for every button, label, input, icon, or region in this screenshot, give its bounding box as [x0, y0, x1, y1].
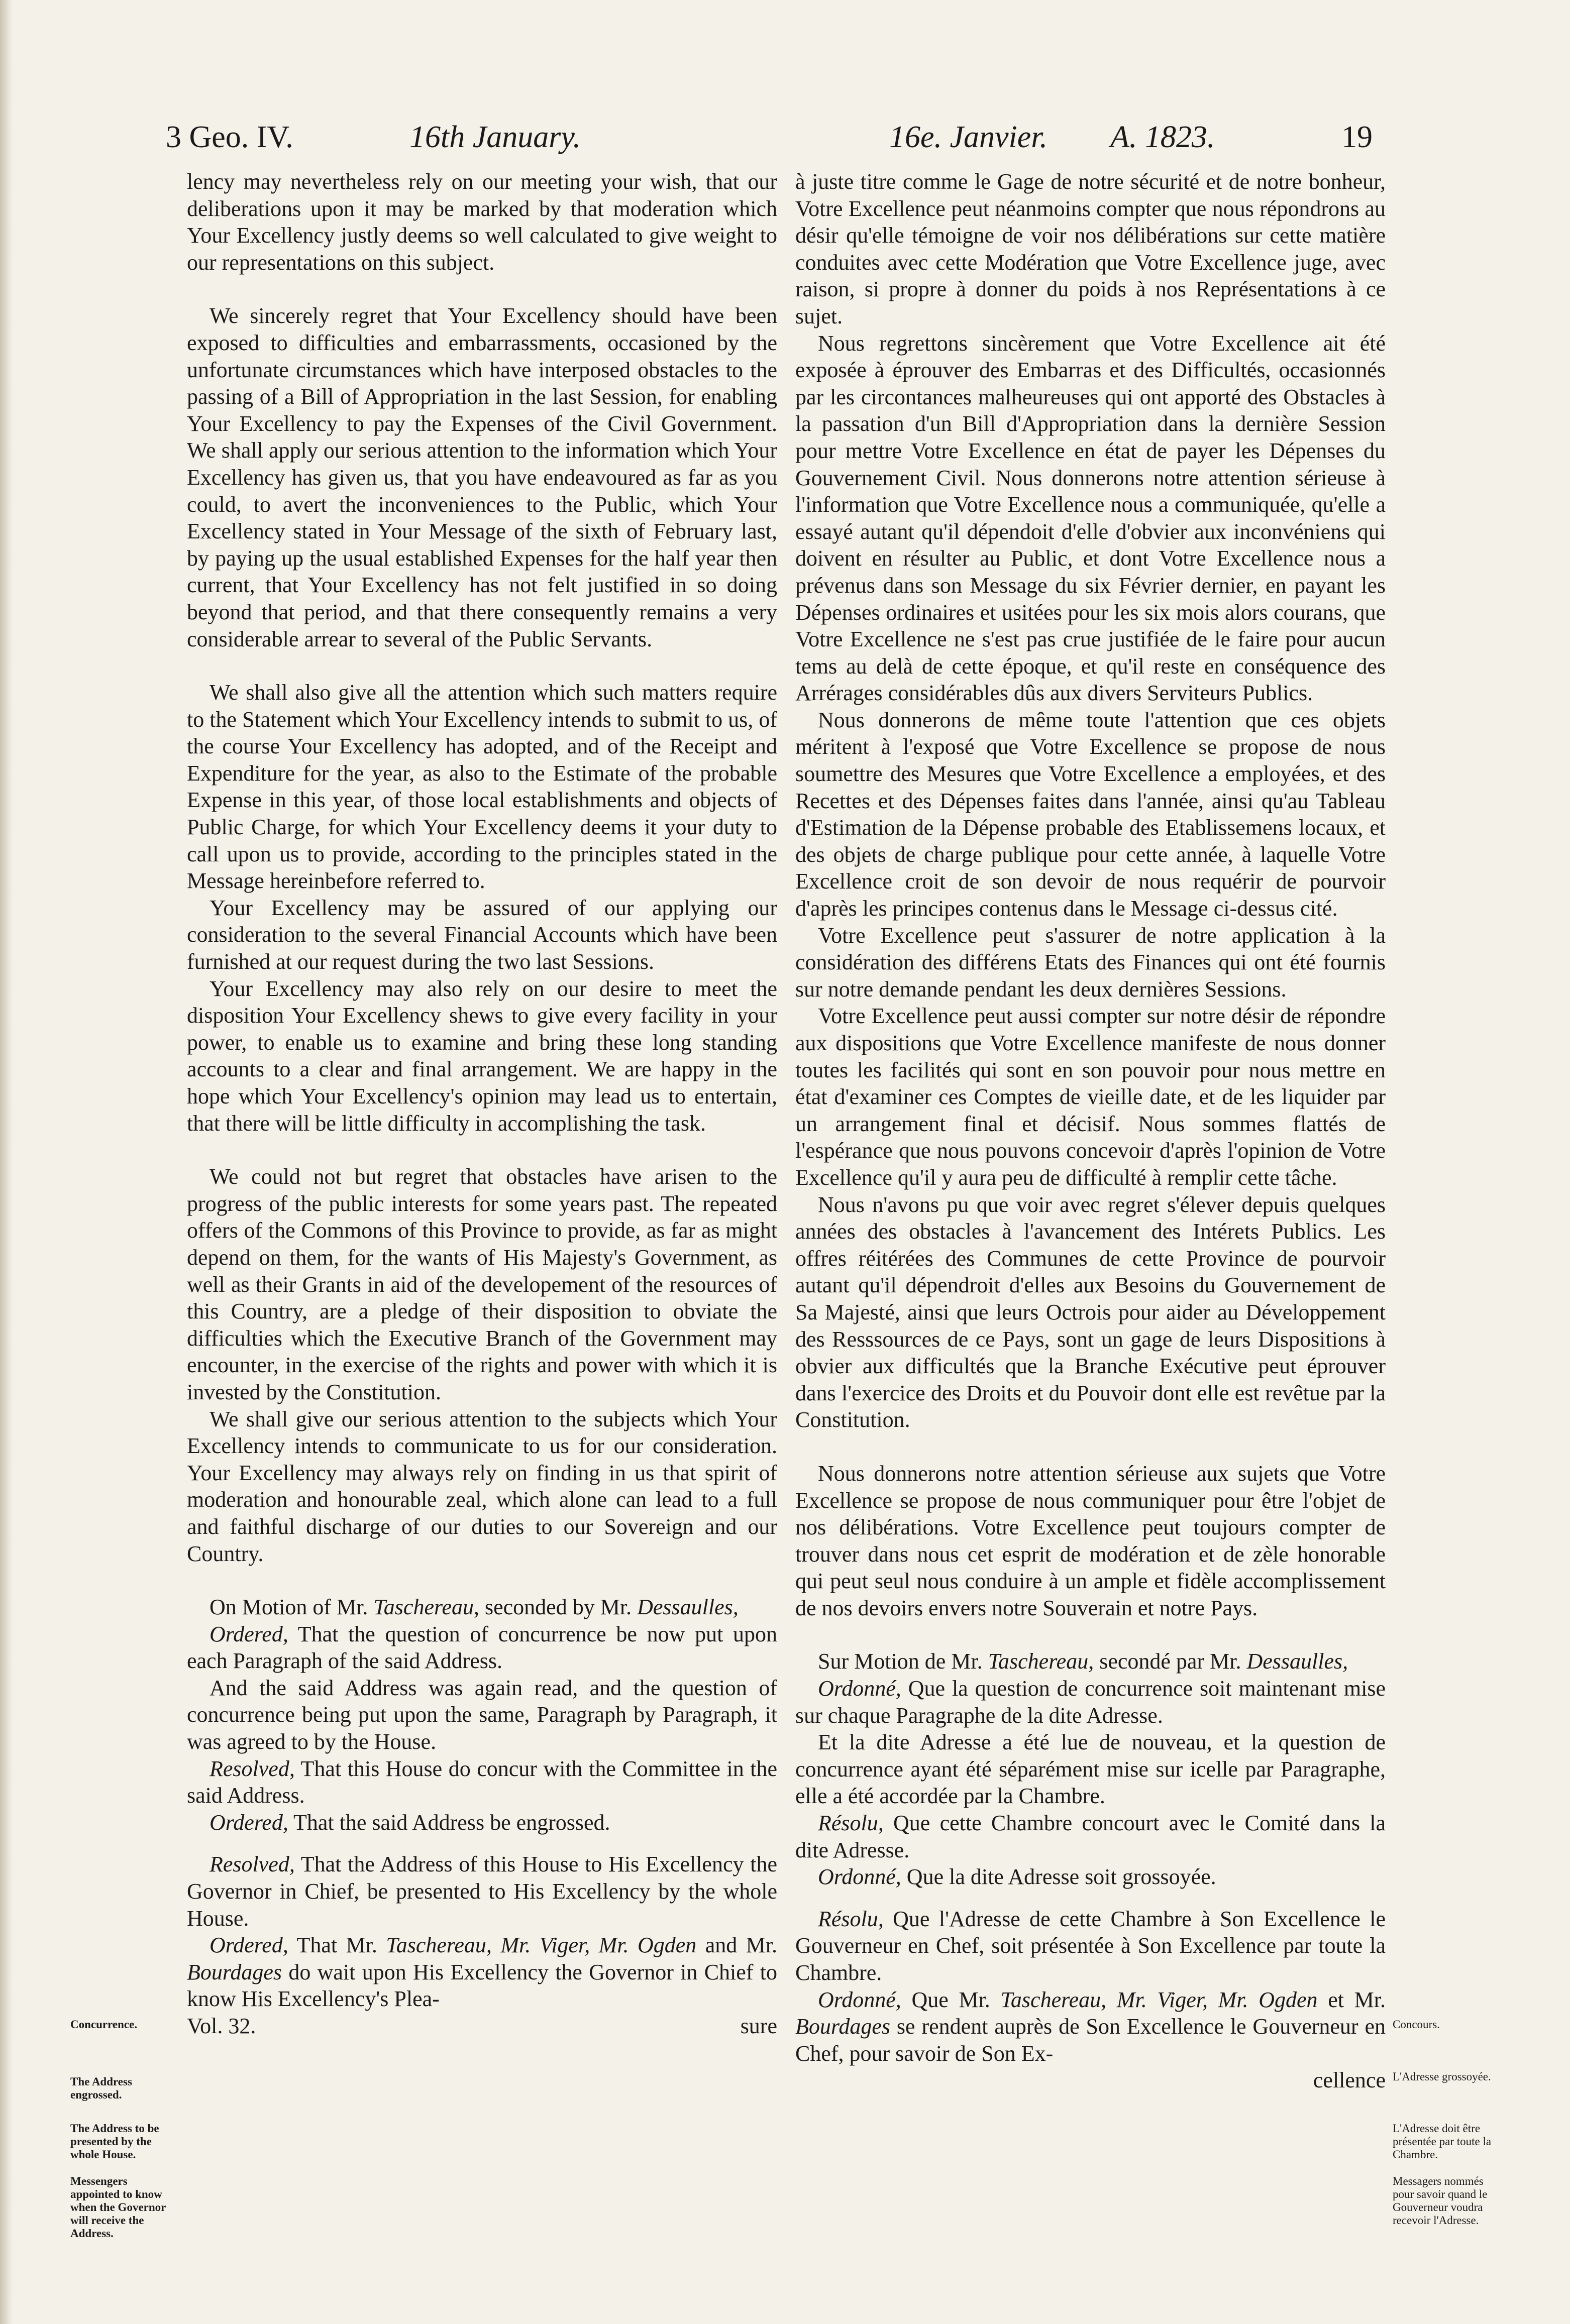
fr-catchword: cellence — [1313, 2068, 1386, 2093]
french-column — [795, 168, 1386, 2094]
en-resolved-concur: Resolved, That this House do concur with the Committee in the said Address. — [187, 1756, 777, 1808]
en-catchword: sure — [740, 2014, 777, 2038]
en-footer-line — [187, 2013, 777, 2040]
en-ordered-engrossed: Ordered, That the said Address be engrossed. — [210, 1810, 610, 1835]
fr-resolved-concur: Résolu, Que cette Chambre concourt avec le Comité dans la dite Adresse. — [795, 1811, 1386, 1862]
fr-motion: Sur Motion de Mr. Taschereau, secondé par Mr. Dessaulles, — [818, 1649, 1348, 1674]
en-paragraph-1: lency may nevertheless rely on our meeting your wish, that our deliberations upon it may be marked by that moderation which Your Excellency justly deems so well calculated to give weight to our representations on this subject. — [187, 169, 777, 275]
margin-note-presentee: L'Adresse doit être présentée par toute la Chambre. — [1393, 2122, 1492, 2161]
en-paragraph-6: We could not but regret that obstacles have arisen to the progress of the public interests for some years past. The repeated offers of the Commons of this Province to provide, as far as might depend on them, for the wants of His Majesty's Government, as well as their Grants in aid of the developement of the resources of this Country, are a pledge of their disposition to obviate the difficulties which the Executive Branch of the Government may encounter, in the exercise of the rights and power with which it is invested by the Constitution. — [187, 1164, 777, 1404]
margin-note-messagers: Messagers nommés pour savoir quand le Gouverneur voudra recevoir l'Adresse. — [1393, 2175, 1488, 2227]
fr-ordered-concurrence: Ordonné, Que la question de concurrence soit maintenant mise sur chaque Paragraphe de la dite Adresse. — [795, 1676, 1386, 1728]
en-resolved-presented: Resolved, That the Address of this House to His Excellency the Governor in Chief, be presented to His Excellency by the whole House. — [187, 1852, 777, 1931]
margin-note-grossoyee: L'Adresse grossoyée. — [1393, 2070, 1491, 2083]
header-year: A. 1823. — [1110, 120, 1215, 154]
margin-note-messengers: Messengers appointed to know when the Governor will receive the Address. — [70, 2175, 166, 2240]
fr-address-read: Et la dite Adresse a été lue de nouveau, et la question de concurrence ayant été séparément mise sur icelle par Paragraphe, elle a été accordée par la Chambre. — [795, 1730, 1386, 1809]
en-address-read: And the said Address was again read, and the question of concurrence being put upon the same, Paragraph by Paragraph, it was agreed to by the House. — [187, 1675, 777, 1754]
en-ordered-messengers: Ordered, That Mr. Taschereau, Mr. Viger, Mr. Ogden and Mr. Bourdages do wait upon His Excellency the Governor in Chief to know His Excellency's Plea- — [187, 1933, 777, 2012]
en-paragraph-3: We shall also give all the attention which such matters require to the Statement which Your Excellency intends to submit to us, of the course Your Excellency has adopted, and of the Receipt and Expenditure for the year, as also to the Estimate of the probable Expense in this year, of those local establishments and objects of Public Charge, for which Your Excellency deems it your duty to call upon us to provide, according to the principles stated in the Message hereinbefore referred to. — [187, 680, 777, 894]
en-paragraph-7: We shall give our serious attention to the subjects which Your Excellency intends to communicate to us for our consideration. Your Excellency may always rely on finding in us that spirit of moderation and honourable zeal, which alone can lead to a full and faithful discharge of our duties to our Sovereign and our Country. — [187, 1406, 777, 1566]
en-paragraph-2: We sincerely regret that Your Excellency should have been exposed to difficulties and embarrassments, occasioned by the unfortunate circumstances which have interposed obstacles to the passing of a Bill of Appropriation in the last Session, for enabling Your Excellency to pay the Expenses of the Civil Government. We shall apply our serious attention to the information which Your Excellency has given us, that you have endeavoured as far as you could, to avert the inconveniences to the Public, which Your Excellency stated in Your Message of the sixth of February last, by paying up the usual established Expenses for the half year then current, that Your Excellency has not felt justified in so doing beyond that period, and that there consequently remains a very considerable arrear to several of the Public Servants. — [187, 303, 777, 651]
volume-signature: Vol. 32. — [187, 2014, 256, 2038]
margin-note-concours: Concours. — [1393, 2018, 1440, 2031]
header-date-french: 16e. Janvier. — [889, 120, 1048, 154]
fr-resolved-presented: Résolu, Que l'Adresse de cette Chambre à Son Excellence le Gouverneur en Chef, soit présentée à Son Excellence par toute la Chambre. — [795, 1906, 1386, 1985]
margin-note-concurrence: Concurrence. — [70, 2018, 138, 2031]
en-ordered-concurrence: Ordered, That the question of concurrence be now put upon each Paragraph of the said Address. — [187, 1621, 777, 1674]
en-paragraph-4: Your Excellency may be assured of our applying our consideration to the several Financial Accounts which have been furnished at our request during the two last Sessions. — [187, 895, 777, 974]
running-header — [166, 115, 1502, 160]
fr-paragraph-2: Nous regrettons sincèrement que Votre Excellence ait été exposée à éprouver des Embarras et des Difficultés, occasionnés par les circontances malheureuses qui ont apporté des Obstacles à la passation d'un Bill d'Appropriation dans la dernière Session pour mettre Votre Excellence en état de payer les Dépenses du Gouvernement Civil. Nous donnerons notre attention sérieuse à l'information que Votre Excellence nous a communiquée, qu'elle a essayé autant qu'il dépendoit d'elle d'obvier aux inconvéniens qui doivent en résulter au Public, et dont Votre Excellence nous a prévenus dans son Message du six Février dernier, en payant les Dépenses ordinaires et usitées pour les six mois alors courans, que Votre Excellence ne s'est pas crue justifiée de le faire pour aucun tems au delà de cette époque, et qu'il reste en conséquence des Arrérages considérables dûs aux divers Serviteurs Publics. — [795, 330, 1386, 706]
fr-footer-line — [795, 2067, 1386, 2094]
fr-paragraph-4: Votre Excellence peut s'assurer de notre application à la considération des différens Etats des Finances qui ont été fournis sur notre demande pendant les deux dernières Sessions. — [795, 923, 1386, 1002]
margin-note-engrossed: The Address engrossed. — [70, 2075, 132, 2101]
fr-paragraph-7: Nous donnerons notre attention sérieuse aux sujets que Votre Excellence se propose de nous communiquer pour être l'objet de nos délibérations. Votre Excellence peut toujours compter de trouver dans nous cet esprit de modération et de zèle honorable qui peut seul nous conduire à un ample et fidèle accomplissement de nos devoirs envers notre Souverain et notre Pays. — [795, 1461, 1386, 1620]
fr-paragraph-5: Votre Excellence peut aussi compter sur notre désir de répondre aux dispositions que Votre Excellence manifeste de nous donner toutes les facilités qui sont en son pouvoir pour nous mettre en état d'examiner ces Comptes de vieille date, et de les liquider par un arrangement final et décisif. Nous sommes flattés de l'espérance que nous pouvons concevoir d'après l'opinion de Votre Excellence qu'il y aura peu de difficulté à remplir cette tâche. — [795, 1004, 1386, 1190]
fr-paragraph-1: à juste titre comme le Gage de notre sécurité et de notre bonheur, Votre Excellence peut néanmoins compter que nous répondrons au désir qu'elle témoigne de voir nos délibérations sur cette matière conduites avec cette Modération que Votre Excellence juge, avec raison, si propre à donner du poids à nos Représentations à ce sujet. — [795, 169, 1386, 328]
header-date-english: 16th January. — [409, 120, 581, 154]
fr-ordered-messengers: Ordonné, Que Mr. Taschereau, Mr. Viger, Mr. Ogden et Mr. Bourdages se rendent auprès de Son Excellence le Gouverneur en Chef, pour savoir de Son Ex- — [795, 1987, 1386, 2066]
en-paragraph-5: Your Excellency may also rely on our desire to meet the disposition Your Excellency shews to give every facility in your power, to enable us to examine and bring these long standing accounts to a clear and final arrangement. We are happy in the hope which Your Excellency's opinion may lead us to entertain, that there will be little difficulty in accomplishing the task. — [187, 976, 777, 1136]
page-number: 19 — [1341, 120, 1373, 154]
english-column — [187, 168, 777, 2040]
fr-paragraph-3: Nous donnerons de même toute l'attention que ces objets méritent à l'exposé que Votre Excellence se propose de nous soumettre des Mesures que Votre Excellence a employées, et des Recettes et des Dépenses faites dans l'année, ainsi qu'au Tableau d'Estimation de la Dépense probable des Etablissemens locaux, et des objets de charge publique pour cette année, à laquelle Votre Excellence croit de son devoir de nous requérir de pourvoir d'après les principes contenus dans le Message ci-dessus cité. — [795, 707, 1386, 921]
en-motion: On Motion of Mr. Taschereau, seconded by Mr. Dessaulles, — [210, 1595, 739, 1620]
page-binding-edge — [0, 0, 13, 2324]
fr-ordered-engrossed: Ordonné, Que la dite Adresse soit grossoyée. — [818, 1864, 1216, 1890]
header-reign: 3 Geo. IV. — [166, 120, 293, 154]
margin-note-presented: The Address to be presented by the whole House. — [70, 2122, 159, 2161]
fr-paragraph-6: Nous n'avons pu que voir avec regret s'élever depuis quelques années des obstacles à l'avancement des Intérets Publics. Les offres réitérées des Communes de cette Province de pourvoir autant qu'il dépendroit d'elles aux Besoins du Gouvernement de Sa Majesté, ainsi que leurs Octrois pour aider au Développement des Resssources de ce Pays, sont un gage de leurs Dispositions à obvier aux difficultés que la Branche Exécutive peut éprouver dans l'exercice des Droits et du Pouvoir dont elle est revêtue par la Constitution. — [795, 1192, 1386, 1432]
